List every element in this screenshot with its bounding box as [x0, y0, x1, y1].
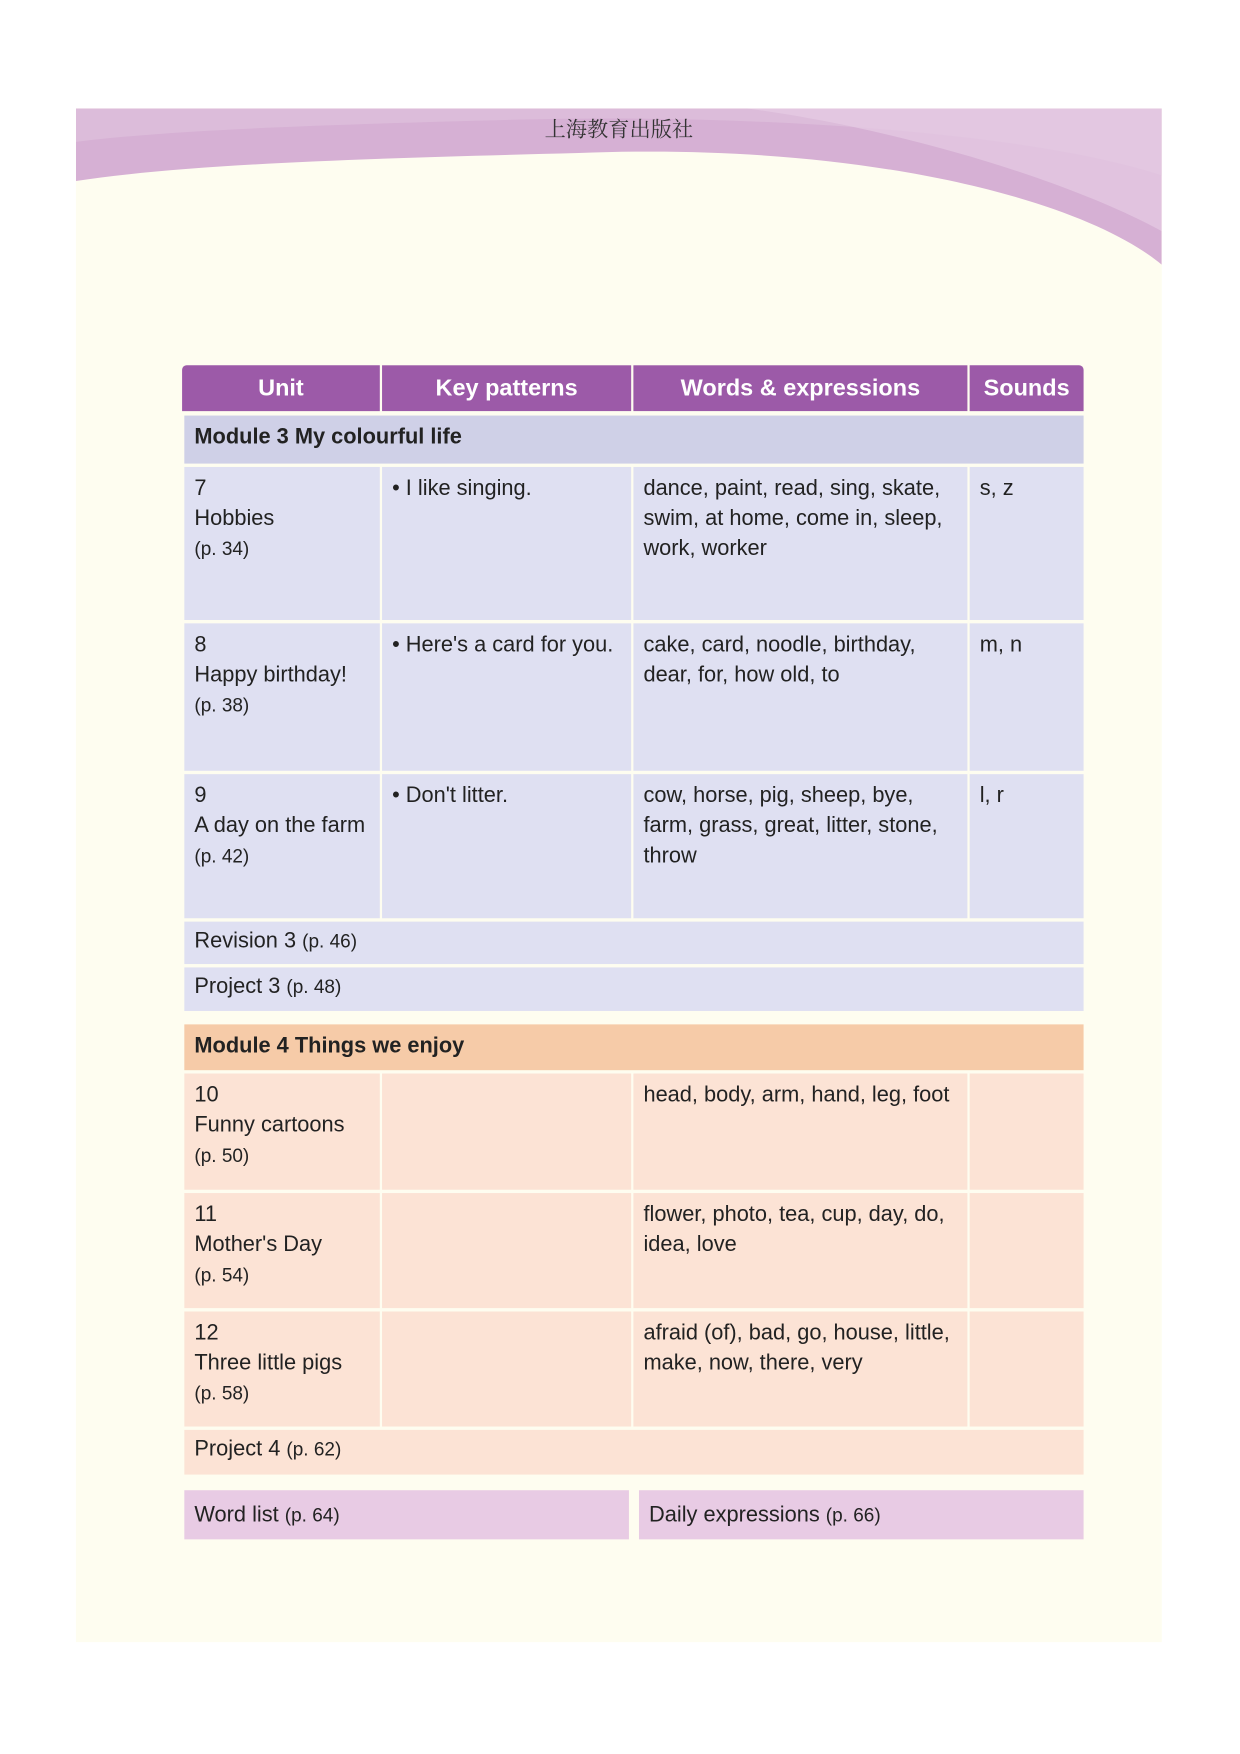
- unit-number: 7: [194, 475, 207, 501]
- unit-number: 10: [194, 1082, 219, 1108]
- unit-number: 11: [194, 1201, 217, 1227]
- project-page: (p. 48): [286, 976, 342, 998]
- words: head, body, arm, hand, leg, foot: [633, 1074, 967, 1190]
- header-unit: Unit: [182, 365, 380, 411]
- sounds: [970, 1193, 1084, 1308]
- project-3: [184, 967, 1083, 1011]
- word-list-label: Word list: [194, 1502, 279, 1528]
- module-4-title: Module 4 Things we enjoy: [184, 1024, 1083, 1070]
- unit-name: Hobbies: [194, 506, 275, 531]
- project-label: Project 3: [194, 974, 281, 999]
- revision-page: (p. 46): [302, 930, 358, 952]
- unit-page: (p. 34): [194, 538, 250, 560]
- daily-expressions: [639, 1490, 1084, 1539]
- unit-name: Funny cartoons: [194, 1112, 345, 1138]
- key-pattern: [382, 1311, 631, 1426]
- header-key-patterns: Key patterns: [382, 365, 631, 411]
- sounds: s, z: [970, 467, 1084, 620]
- unit-name: Three little pigs: [194, 1350, 343, 1376]
- publisher-name: 上海教育出版社: [544, 117, 694, 142]
- unit-name: Mother's Day: [194, 1232, 323, 1257]
- project-4: [184, 1430, 1083, 1475]
- project-page: (p. 62): [286, 1438, 342, 1461]
- words: flower, photo, tea, cup, day, do, idea, love: [633, 1193, 967, 1308]
- key-pattern: [382, 1193, 631, 1308]
- words: cake, card, noodle, birthday, dear, for, how old, to: [633, 623, 967, 770]
- unit-page: (p. 54): [194, 1264, 250, 1286]
- unit-page: (p. 58): [194, 1382, 250, 1405]
- sounds: m, n: [970, 623, 1084, 770]
- word-list-page: (p. 64): [284, 1504, 340, 1526]
- module-3-title: Module 3 My colourful life: [184, 416, 1083, 464]
- unit-page: (p. 42): [194, 845, 250, 867]
- unit-name: Happy birthday!: [194, 662, 347, 688]
- unit-page: (p. 38): [194, 694, 250, 717]
- revision-3: [184, 922, 1083, 964]
- revision-label: Revision 3: [194, 928, 297, 953]
- project-label: Project 4: [194, 1436, 281, 1462]
- daily-page: (p. 66): [825, 1504, 881, 1526]
- words: afraid (of), bad, go, house, little, make, now, there, very: [633, 1311, 967, 1426]
- sounds: [970, 1074, 1084, 1190]
- unit-number: 9: [194, 783, 207, 808]
- key-pattern: • Here's a card for you.: [382, 623, 631, 770]
- key-pattern: • I like singing.: [382, 467, 631, 620]
- sounds: l, r: [970, 774, 1084, 918]
- key-pattern: [382, 1074, 631, 1190]
- words: dance, paint, read, sing, skate, swim, at home, come in, sleep, work, worker: [633, 467, 967, 620]
- unit-page: (p. 50): [194, 1145, 250, 1167]
- unit-number: 12: [194, 1320, 219, 1345]
- header-sounds: Sounds: [970, 365, 1084, 411]
- sounds: [970, 1311, 1084, 1426]
- header-words: Words & expressions: [633, 365, 967, 411]
- words: cow, horse, pig, sheep, bye, farm, grass, great, litter, stone, throw: [633, 774, 967, 918]
- word-list: [184, 1490, 629, 1539]
- key-pattern: • Don't litter.: [382, 774, 631, 918]
- unit-number: 8: [194, 632, 207, 657]
- daily-label: Daily expressions: [649, 1502, 820, 1528]
- unit-name: A day on the farm: [194, 813, 366, 838]
